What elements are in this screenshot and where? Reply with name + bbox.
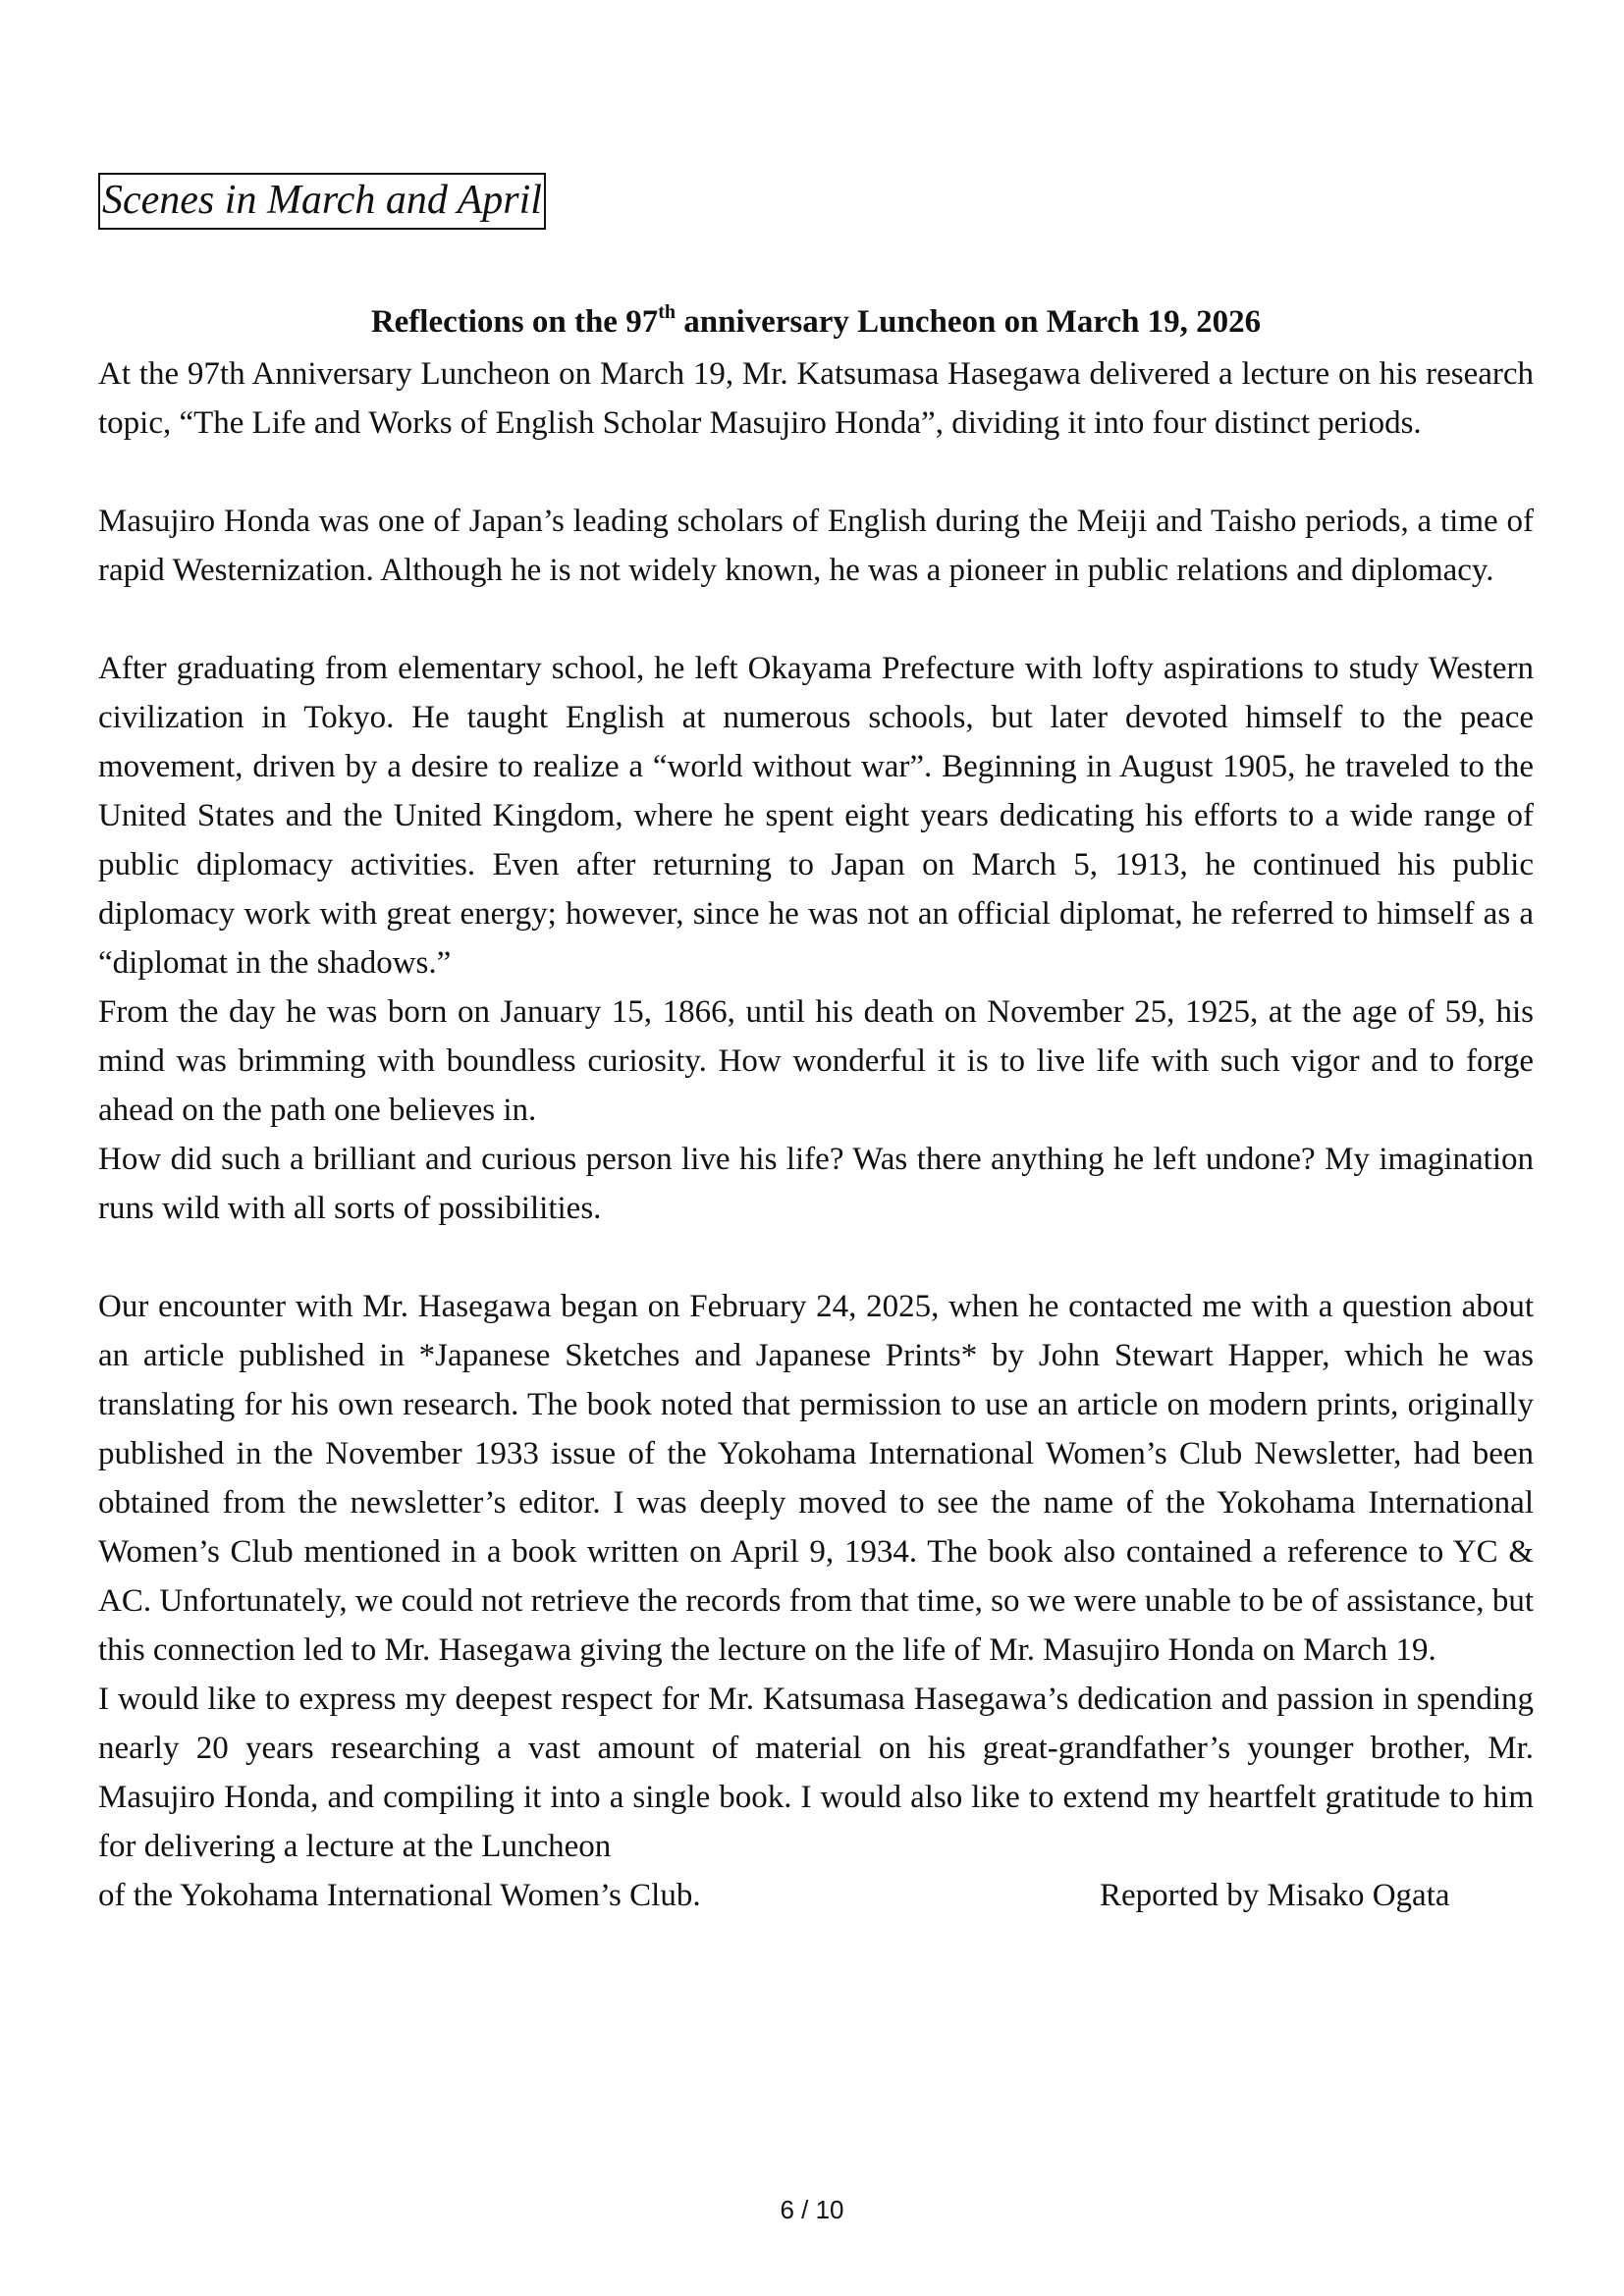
paragraph-gratitude: I would like to express my deepest respect for Mr. Katsumasa Hasegawa’s dedication and passion in spending nearly 20 years researching a vast amount of material on his great-grandfather’s younger brother, Mr. Masujiro Honda, and compiling it into a single book. I would also like to extend my heartfelt gratitude to him for delivering a lecture at the Luncheon (98, 1682, 1534, 1864)
paragraph-honda-career: After graduating from elementary school, he left Okayama Prefecture with lofty aspirations to study Western civilization in Tokyo. He taught English at numerous schools, but later devoted himself to the peace movement, driven by a desire to realize a “world without war”. Beginning in August 1905, he traveled to the United States and the United Kingdom, where he spent eight years dedicating his efforts to a wide range of public diplomacy activities. Even after returning to Japan on March 5, 1913, he continued his public diplomacy work with great energy; however, since he was not an official diplomat, he referred to himself as a “diplomat in the shadows.” (98, 651, 1534, 981)
paragraph-honda-life: From the day he was born on January 15, 1866, until his death on November 25, 1925, at the age of 59, his mind was brimming with boundless curiosity. How wonderful it is to live life with such vigor and to forge ahead on the path one believes in. (98, 994, 1534, 1128)
paragraph-reflection: How did such a brilliant and curious person live his life? Was there anything he left undone? My imagination runs wild with all sorts of possibilities. (98, 1142, 1534, 1226)
heading-ordinal-suffix: th (658, 301, 676, 323)
heading-text-end: anniversary Luncheon on March 19, 2026 (676, 304, 1262, 340)
section-title: Scenes in March and April (98, 173, 546, 230)
article-body (98, 349, 1534, 1920)
reporter-credit: Reported by Misako Ogata (1100, 1878, 1450, 1913)
page-number: 6 / 10 (780, 2195, 844, 2224)
paragraph-lecture-intro: At the 97th Anniversary Luncheon on March 19, Mr. Katsumasa Hasegawa delivered a lecture on his research topic, “The Life and Works of English Scholar Masujiro Honda”, dividing it into four distinct periods. (98, 356, 1534, 441)
signature-line (98, 1871, 1534, 1920)
closing-line: of the Yokohama International Women’s Club. (98, 1878, 701, 1913)
paragraph-encounter: Our encounter with Mr. Hasegawa began on February 24, 2025, when he contacted me with a question about an article published in *Japanese Sketches and Japanese Prints* by John Stewart Happer, which he was translating for his own research. The book noted that permission to use an article on modern prints, originally published in the November 1933 issue of the Yokohama International Women’s Club Newsletter, had been obtained from the newsletter’s editor. I was deeply moved to see the name of the Yokohama International Women’s Club mentioned in a book written on April 9, 1934. The book also contained a reference to YC & AC. Unfortunately, we could not retrieve the records from that time, so we were unable to be of assistance, but this connection led to Mr. Hasegawa giving the lecture on the life of Mr. Masujiro Honda on March 19. (98, 1289, 1534, 1668)
heading-text-start: Reflections on the 97 (370, 304, 659, 340)
paragraph-honda-scholar: Masujiro Honda was one of Japan’s leading scholars of English during the Meiji and Taisho periods, a time of rapid Westernization. Although he is not widely known, he was a pioneer in public relations and diplomacy. (98, 504, 1534, 588)
article-heading (98, 302, 1534, 342)
